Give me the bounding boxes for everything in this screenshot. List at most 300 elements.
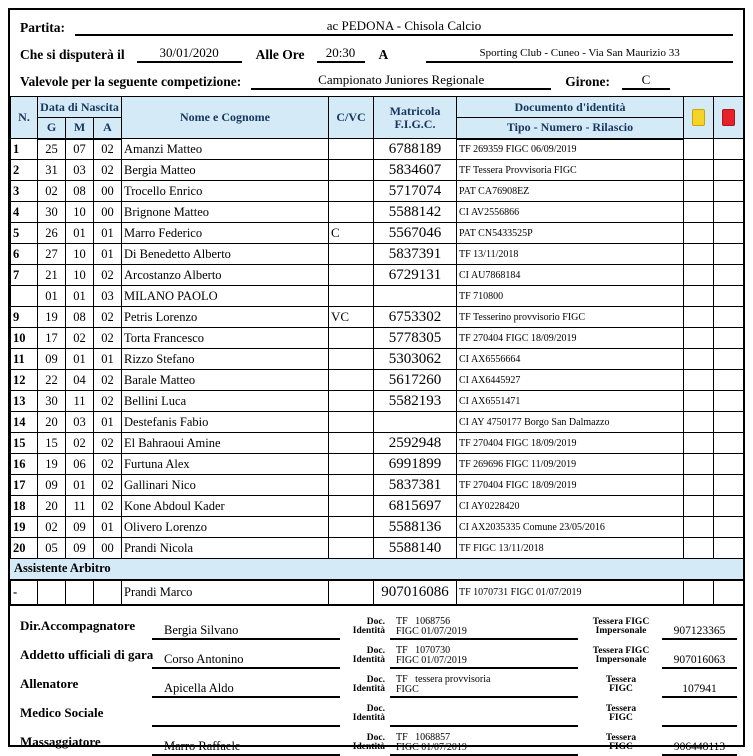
red-card-cell xyxy=(714,202,744,223)
birth-year: 02 xyxy=(94,475,122,496)
yellow-card-cell xyxy=(684,286,714,307)
figc-number: 5617260 xyxy=(374,370,457,391)
col-header-red-card xyxy=(714,97,744,139)
player-name: Amanzi Matteo xyxy=(122,139,329,160)
competition-label: Valevole per la seguente competizione: xyxy=(20,74,242,89)
birth-year: 03 xyxy=(94,286,122,307)
col-header-yellow-card xyxy=(684,97,714,139)
birth-day: 19 xyxy=(38,307,66,328)
player-name: Bergia Matteo xyxy=(122,160,329,181)
yellow-card-cell xyxy=(684,475,714,496)
player-number: 17 xyxy=(11,475,38,496)
player-name: Prandi Marco xyxy=(122,581,329,605)
captain-flag xyxy=(329,244,374,265)
identity-document: CI AX6551471 xyxy=(457,391,684,412)
partita-line xyxy=(20,18,733,36)
table-row xyxy=(11,244,744,265)
official-name-field: Apicella Aldo xyxy=(152,681,340,698)
captain-flag xyxy=(329,538,374,559)
yellow-card-cell xyxy=(684,517,714,538)
col-header-name: Nome e Cognome xyxy=(122,97,329,139)
table-row xyxy=(11,328,744,349)
figc-number: 6991899 xyxy=(374,454,457,475)
col-header-birth-day: G xyxy=(38,118,66,139)
table-row xyxy=(11,349,744,370)
yellow-card-cell xyxy=(684,496,714,517)
tessera-figc-label: Tessera FIGC xyxy=(605,732,637,752)
player-name: Barale Matteo xyxy=(122,370,329,391)
identity-document: CI AV2556866 xyxy=(457,202,684,223)
player-name: Destefanis Fabio xyxy=(122,412,329,433)
yellow-card-cell xyxy=(684,454,714,475)
player-name: Rizzo Stefano xyxy=(122,349,329,370)
player-number: 7 xyxy=(11,265,38,286)
captain-flag xyxy=(329,412,374,433)
birth-year xyxy=(94,581,122,605)
player-number: 18 xyxy=(11,496,38,517)
birth-year: 02 xyxy=(94,160,122,181)
red-card-cell xyxy=(714,517,744,538)
birth-year: 02 xyxy=(94,370,122,391)
birth-year: 00 xyxy=(94,538,122,559)
captain-flag: VC xyxy=(329,307,374,328)
birth-month: 06 xyxy=(66,454,94,475)
date-label: Che si disputerà il xyxy=(20,47,125,62)
yellow-card-cell xyxy=(684,202,714,223)
red-card-cell xyxy=(714,181,744,202)
player-number: 6 xyxy=(11,244,38,265)
identity-document: CI AX2035335 Comune 23/05/2016 xyxy=(457,517,684,538)
official-role-label: Addetto ufficiali di gara xyxy=(20,646,154,662)
player-number: 14 xyxy=(11,412,38,433)
birth-day: 01 xyxy=(38,286,66,307)
captain-flag xyxy=(329,496,374,517)
red-card-cell xyxy=(714,223,744,244)
figc-number: 6729131 xyxy=(374,265,457,286)
figc-number: 5778305 xyxy=(374,328,457,349)
table-row xyxy=(11,581,744,605)
identity-document: CI AX6445927 xyxy=(457,370,684,391)
yellow-card-cell xyxy=(684,412,714,433)
doc-identity-label: Doc. Identità xyxy=(352,703,385,723)
red-card-cell xyxy=(714,265,744,286)
birth-day: 27 xyxy=(38,244,66,265)
official-row xyxy=(12,728,741,756)
date-field: 30/01/2020 xyxy=(137,45,242,63)
figc-number: 5717074 xyxy=(374,181,457,202)
red-card-cell xyxy=(714,160,744,181)
doc-identity-label: Doc. Identità xyxy=(352,616,385,636)
birth-year: 00 xyxy=(94,181,122,202)
table-row xyxy=(11,370,744,391)
captain-flag xyxy=(329,181,374,202)
match-header xyxy=(10,10,743,96)
figc-number xyxy=(374,286,457,307)
identity-document: TF 1070731 FIGC 01/07/2019 xyxy=(457,581,684,605)
birth-year: 01 xyxy=(94,412,122,433)
birth-day: 26 xyxy=(38,223,66,244)
identity-document: CI AU7868184 xyxy=(457,265,684,286)
tessera-number-field: 107941 xyxy=(662,682,737,698)
figc-number: 6815697 xyxy=(374,496,457,517)
birth-month: 03 xyxy=(66,160,94,181)
partita-field: ac PEDONA - Chisola Calcio xyxy=(75,18,733,36)
official-row xyxy=(12,641,741,669)
table-row xyxy=(11,433,744,454)
official-row xyxy=(12,670,741,698)
player-name: Olivero Lorenzo xyxy=(122,517,329,538)
official-role-label: Allenatore xyxy=(20,675,79,691)
identity-document: CI AY0228420 xyxy=(457,496,684,517)
figc-number: 6753302 xyxy=(374,307,457,328)
captain-flag xyxy=(329,391,374,412)
competition-line xyxy=(20,72,733,90)
birth-day xyxy=(38,581,66,605)
official-row xyxy=(12,699,741,727)
player-name: Kone Abdoul Kader xyxy=(122,496,329,517)
birth-year: 01 xyxy=(94,223,122,244)
official-role-label: Dir.Accompagnatore xyxy=(20,617,136,633)
captain-flag: C xyxy=(329,223,374,244)
birth-month: 01 xyxy=(66,475,94,496)
yellow-card-icon xyxy=(692,109,705,126)
player-number: 11 xyxy=(11,349,38,370)
assistant-referee-body xyxy=(11,581,744,605)
red-card-cell xyxy=(714,475,744,496)
table-row xyxy=(11,454,744,475)
birth-year: 02 xyxy=(94,307,122,328)
figc-number: 5588142 xyxy=(374,202,457,223)
birth-day: 30 xyxy=(38,391,66,412)
birth-month: 11 xyxy=(66,391,94,412)
player-number: 12 xyxy=(11,370,38,391)
birth-day: 30 xyxy=(38,202,66,223)
identity-document: TF 270404 FIGC 18/09/2019 xyxy=(457,475,684,496)
figc-number: 5303062 xyxy=(374,349,457,370)
red-card-cell xyxy=(714,433,744,454)
red-card-cell xyxy=(714,328,744,349)
red-card-cell xyxy=(714,391,744,412)
official-name-field: Corso Antonino xyxy=(152,652,340,669)
identity-document: PAT CA76908EZ xyxy=(457,181,684,202)
table-row xyxy=(11,538,744,559)
birth-month: 09 xyxy=(66,538,94,559)
birth-month: 10 xyxy=(66,244,94,265)
yellow-card-cell xyxy=(684,139,714,160)
identity-document: TF FIGC 13/11/2018 xyxy=(457,538,684,559)
red-card-cell xyxy=(714,370,744,391)
tessera-number-field: 906448113 xyxy=(662,740,737,756)
birth-year: 02 xyxy=(94,454,122,475)
match-report-page xyxy=(8,8,745,753)
birth-month: 02 xyxy=(66,328,94,349)
yellow-card-cell xyxy=(684,307,714,328)
girone-field: C xyxy=(622,72,670,90)
yellow-card-cell xyxy=(684,181,714,202)
player-number: 2 xyxy=(11,160,38,181)
birth-day: 05 xyxy=(38,538,66,559)
birth-day: 02 xyxy=(38,181,66,202)
player-name: Arcostanzo Alberto xyxy=(122,265,329,286)
figc-number: 5588140 xyxy=(374,538,457,559)
captain-flag xyxy=(329,265,374,286)
birth-year: 01 xyxy=(94,517,122,538)
captain-flag xyxy=(329,475,374,496)
birth-day: 20 xyxy=(38,412,66,433)
col-header-birth-month: M xyxy=(66,118,94,139)
table-row xyxy=(11,286,744,307)
figc-number: 6788189 xyxy=(374,139,457,160)
player-number: 20 xyxy=(11,538,38,559)
birth-day: 21 xyxy=(38,265,66,286)
col-header-document-sub: Tipo - Numero - Rilascio xyxy=(457,118,684,139)
table-row xyxy=(11,265,744,286)
player-name: Prandi Nicola xyxy=(122,538,329,559)
birth-year: 01 xyxy=(94,244,122,265)
col-header-birthdate: Data di Nascita xyxy=(38,97,122,118)
birth-year: 02 xyxy=(94,391,122,412)
player-name: MILANO PAOLO xyxy=(122,286,329,307)
player-number: 13 xyxy=(11,391,38,412)
date-line xyxy=(20,45,733,63)
identity-document: TF 270404 FIGC 18/09/2019 xyxy=(457,433,684,454)
player-name: Brignone Matteo xyxy=(122,202,329,223)
birth-day: 31 xyxy=(38,160,66,181)
birth-month: 03 xyxy=(66,412,94,433)
captain-flag xyxy=(329,370,374,391)
birth-day: 20 xyxy=(38,496,66,517)
player-number: 10 xyxy=(11,328,38,349)
red-card-cell xyxy=(714,581,744,605)
partita-label: Partita: xyxy=(20,20,65,35)
yellow-card-cell xyxy=(684,349,714,370)
player-number: 1 xyxy=(11,139,38,160)
tessera-figc-label: Tessera FIGC Impersonale xyxy=(592,616,650,636)
red-card-cell xyxy=(714,454,744,475)
table-row xyxy=(11,496,744,517)
birth-year: 01 xyxy=(94,349,122,370)
player-number: 3 xyxy=(11,181,38,202)
birth-day: 02 xyxy=(38,517,66,538)
assistant-referee-table xyxy=(10,580,744,606)
birth-day: 17 xyxy=(38,328,66,349)
official-role-label: Medico Sociale xyxy=(20,704,104,720)
figc-number: 5837391 xyxy=(374,244,457,265)
official-document-field xyxy=(390,705,578,727)
time-label: Alle Ore xyxy=(255,47,305,62)
table-row xyxy=(11,160,744,181)
birth-day: 22 xyxy=(38,370,66,391)
birth-month: 04 xyxy=(66,370,94,391)
birth-day: 15 xyxy=(38,433,66,454)
player-name: Di Benedetto Alberto xyxy=(122,244,329,265)
identity-document: TF 269696 FIGC 11/09/2019 xyxy=(457,454,684,475)
red-card-cell xyxy=(714,349,744,370)
table-row xyxy=(11,475,744,496)
figc-number: 5588136 xyxy=(374,517,457,538)
birth-month: 07 xyxy=(66,139,94,160)
player-number: 5 xyxy=(11,223,38,244)
captain-flag xyxy=(329,202,374,223)
birth-month: 10 xyxy=(66,265,94,286)
birth-day: 19 xyxy=(38,454,66,475)
col-header-document: Documento d'identità xyxy=(457,97,684,118)
birth-day: 09 xyxy=(38,475,66,496)
players-table-header xyxy=(11,97,744,139)
player-number: 16 xyxy=(11,454,38,475)
captain-flag xyxy=(329,454,374,475)
players-table xyxy=(10,96,744,559)
yellow-card-cell xyxy=(684,538,714,559)
yellow-card-cell xyxy=(684,160,714,181)
col-header-cvc: C/VC xyxy=(329,97,374,139)
birth-year: 02 xyxy=(94,328,122,349)
time-field: 20:30 xyxy=(317,45,365,63)
official-document-field: TF 1068857 FIGC 01/07/2019 xyxy=(390,733,578,756)
red-card-cell xyxy=(714,496,744,517)
player-name: Trocello Enrico xyxy=(122,181,329,202)
player-number: 15 xyxy=(11,433,38,454)
player-name: Petris Lorenzo xyxy=(122,307,329,328)
identity-document: TF 710800 xyxy=(457,286,684,307)
birth-month: 10 xyxy=(66,202,94,223)
red-card-cell xyxy=(714,139,744,160)
doc-identity-label: Doc. Identità xyxy=(352,732,385,752)
venue-field: Sporting Club - Cuneo - Via San Maurizio 33 xyxy=(426,45,733,63)
birth-year: 02 xyxy=(94,265,122,286)
birth-month xyxy=(66,581,94,605)
red-card-cell xyxy=(714,538,744,559)
player-name: El Bahraoui Amine xyxy=(122,433,329,454)
tessera-figc-label: Tessera FIGC xyxy=(605,674,637,694)
figc-number: 907016086 xyxy=(374,581,457,605)
identity-document: CI AY 4750177 Borgo San Dalmazzo xyxy=(457,412,684,433)
tessera-number-field: 907123365 xyxy=(662,624,737,640)
official-document-field: TF 1068756 FIGC 01/07/2019 xyxy=(390,617,578,640)
birth-month: 02 xyxy=(66,433,94,454)
player-number: 4 xyxy=(11,202,38,223)
captain-flag xyxy=(329,160,374,181)
player-name: Marro Federico xyxy=(122,223,329,244)
player-number: 19 xyxy=(11,517,38,538)
official-name-field: Bergia Silvano xyxy=(152,623,340,640)
identity-document: TF 270404 FIGC 18/09/2019 xyxy=(457,328,684,349)
captain-flag xyxy=(329,433,374,454)
table-row xyxy=(11,223,744,244)
yellow-card-cell xyxy=(684,328,714,349)
identity-document: CI AX6556664 xyxy=(457,349,684,370)
yellow-card-cell xyxy=(684,433,714,454)
yellow-card-cell xyxy=(684,244,714,265)
red-card-cell xyxy=(714,307,744,328)
matricola-label-line1: Matricola xyxy=(389,103,441,118)
yellow-card-cell xyxy=(684,223,714,244)
captain-flag xyxy=(329,139,374,160)
birth-day: 09 xyxy=(38,349,66,370)
red-card-cell xyxy=(714,244,744,265)
birth-month: 01 xyxy=(66,349,94,370)
players-table-body xyxy=(11,139,744,559)
official-role-label: Massaggiatore xyxy=(20,733,101,749)
col-header-matricola xyxy=(374,97,457,139)
birth-month: 11 xyxy=(66,496,94,517)
figc-number xyxy=(374,412,457,433)
captain-flag xyxy=(329,517,374,538)
birth-year: 02 xyxy=(94,139,122,160)
player-name: Furtuna Alex xyxy=(122,454,329,475)
yellow-card-cell xyxy=(684,370,714,391)
official-row xyxy=(12,612,741,640)
matricola-label-line2: F.I.G.C. xyxy=(394,116,436,131)
table-row xyxy=(11,181,744,202)
figc-number: 5582193 xyxy=(374,391,457,412)
captain-flag xyxy=(329,328,374,349)
girone-label: Girone: xyxy=(565,74,610,89)
tessera-number-field: 907016063 xyxy=(662,653,737,669)
table-row xyxy=(11,391,744,412)
official-name-field xyxy=(152,725,340,727)
tessera-figc-label: Tessera FIGC xyxy=(605,703,637,723)
birth-month: 09 xyxy=(66,517,94,538)
birth-year: 00 xyxy=(94,202,122,223)
red-card-icon xyxy=(722,109,735,126)
table-row xyxy=(11,139,744,160)
birth-month: 08 xyxy=(66,307,94,328)
identity-document: TF Tesserino provvisorio FIGC xyxy=(457,307,684,328)
table-row xyxy=(11,412,744,433)
table-row xyxy=(11,202,744,223)
identity-document: TF Tessera Provvisoria FIGC xyxy=(457,160,684,181)
player-number: 9 xyxy=(11,307,38,328)
doc-identity-label: Doc. Identità xyxy=(352,674,385,694)
tessera-number-field xyxy=(662,725,737,727)
captain-flag xyxy=(329,581,374,605)
tessera-figc-label: Tessera FIGC Impersonale xyxy=(592,645,650,665)
player-name: Gallinari Nico xyxy=(122,475,329,496)
at-label: A xyxy=(378,47,389,62)
birth-year: 02 xyxy=(94,433,122,454)
official-document-field: TF 1070730 FIGC 01/07/2019 xyxy=(390,646,578,669)
official-document-field: TF tessera provvisoria FIGC xyxy=(390,675,578,698)
assistant-referee-band: Assistente Arbitro xyxy=(10,559,743,580)
captain-flag xyxy=(329,286,374,307)
col-header-birth-year: A xyxy=(94,118,122,139)
yellow-card-cell xyxy=(684,265,714,286)
identity-document: PAT CN5433525P xyxy=(457,223,684,244)
yellow-card-cell xyxy=(684,391,714,412)
table-row xyxy=(11,307,744,328)
officials-section xyxy=(10,606,743,756)
captain-flag xyxy=(329,349,374,370)
competition-field: Campionato Juniores Regionale xyxy=(251,72,551,90)
red-card-cell xyxy=(714,286,744,307)
col-header-number: N. xyxy=(11,97,38,139)
player-number: - xyxy=(11,581,38,605)
birth-month: 01 xyxy=(66,223,94,244)
player-number xyxy=(11,286,38,307)
red-card-cell xyxy=(714,412,744,433)
identity-document: TF 269359 FIGC 06/09/2019 xyxy=(457,139,684,160)
figc-number: 2592948 xyxy=(374,433,457,454)
birth-day: 25 xyxy=(38,139,66,160)
figc-number: 5834607 xyxy=(374,160,457,181)
doc-identity-label: Doc. Identità xyxy=(352,645,385,665)
official-name-field: Marro Raffaele xyxy=(152,739,340,756)
player-name: Torta Francesco xyxy=(122,328,329,349)
birth-year: 02 xyxy=(94,496,122,517)
birth-month: 01 xyxy=(66,286,94,307)
yellow-card-cell xyxy=(684,581,714,605)
